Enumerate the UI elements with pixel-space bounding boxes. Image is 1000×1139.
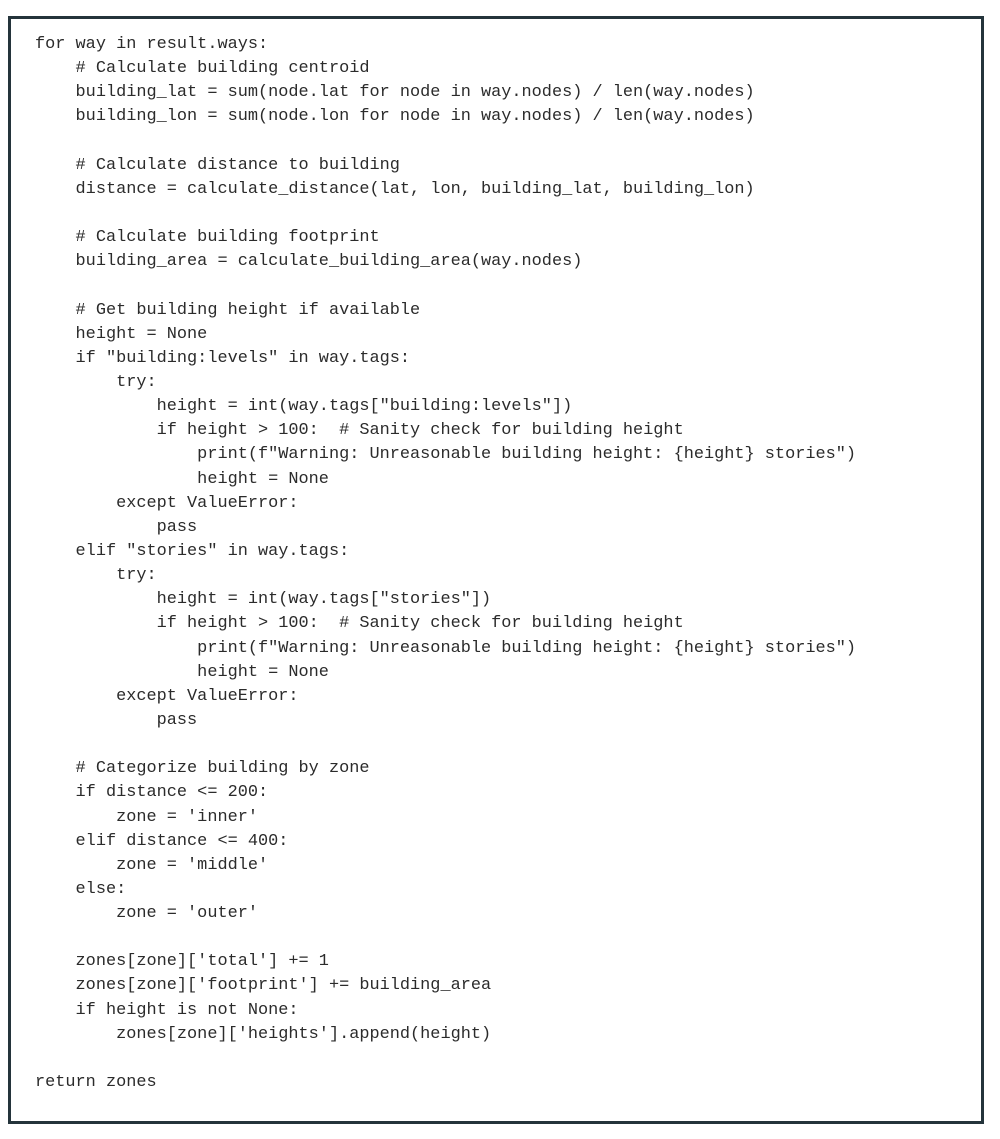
code-line [35,274,856,298]
code-line [35,202,856,226]
code-line: except ValueError: [35,493,299,513]
code-line: building_lat = sum(node.lat for node in way.nodes) / len(way.nodes) [35,83,755,103]
code-line: try: [35,566,157,586]
code-line: zones[zone]['heights'].append(height) [35,1024,492,1044]
code-line [35,926,856,950]
code-line: building_area = calculate_building_area(way.nodes) [35,252,583,272]
code-line: if height > 100: # Sanity check for building height [35,421,684,441]
code-line: except ValueError: [35,686,299,706]
code-line: height = int(way.tags["stories"]) [35,590,492,610]
code-line: # Calculate building centroid [35,59,370,79]
code-line: zone = 'inner' [35,807,258,827]
code-line: try: [35,372,157,392]
code-line: # Calculate building footprint [35,228,380,248]
code-line [35,733,856,757]
code-line: for way in result.ways: [35,35,269,54]
code-line: else: [35,879,127,899]
code-line: height = None [35,324,208,344]
code-line [35,1047,856,1071]
code-line: distance = calculate_distance(lat, lon, building_lat, building_lon) [35,179,755,199]
code-line: # Get building height if available [35,300,421,320]
code-line: # Categorize building by zone [35,759,370,779]
code-line [35,130,856,154]
code-line: zones[zone]['footprint'] += building_area [35,976,492,996]
code-line: return zones [35,1073,157,1093]
code-line: # Calculate distance to building [35,155,400,175]
code-line: pass [35,710,198,730]
code-line: zone = 'outer' [35,904,258,924]
code-line: elif "stories" in way.tags: [35,541,350,561]
code-line: if height is not None: [35,1000,299,1020]
code-line: pass [35,517,198,537]
code-line: print(f"Warning: Unreasonable building height: {height} stories") [35,638,857,658]
code-line: if "building:levels" in way.tags: [35,348,411,368]
code-block [35,33,856,1095]
code-line: elif distance <= 400: [35,831,289,851]
code-line: if height > 100: # Sanity check for building height [35,614,684,634]
code-line: height = None [35,662,329,682]
code-line: print(f"Warning: Unreasonable building height: {height} stories") [35,445,857,465]
code-line: building_lon = sum(node.lon for node in way.nodes) / len(way.nodes) [35,107,755,127]
code-line: height = int(way.tags["building:levels"]) [35,397,573,417]
code-line: zone = 'middle' [35,855,269,875]
code-line: height = None [35,469,329,489]
code-line: if distance <= 200: [35,783,269,803]
code-line: zones[zone]['total'] += 1 [35,952,329,972]
